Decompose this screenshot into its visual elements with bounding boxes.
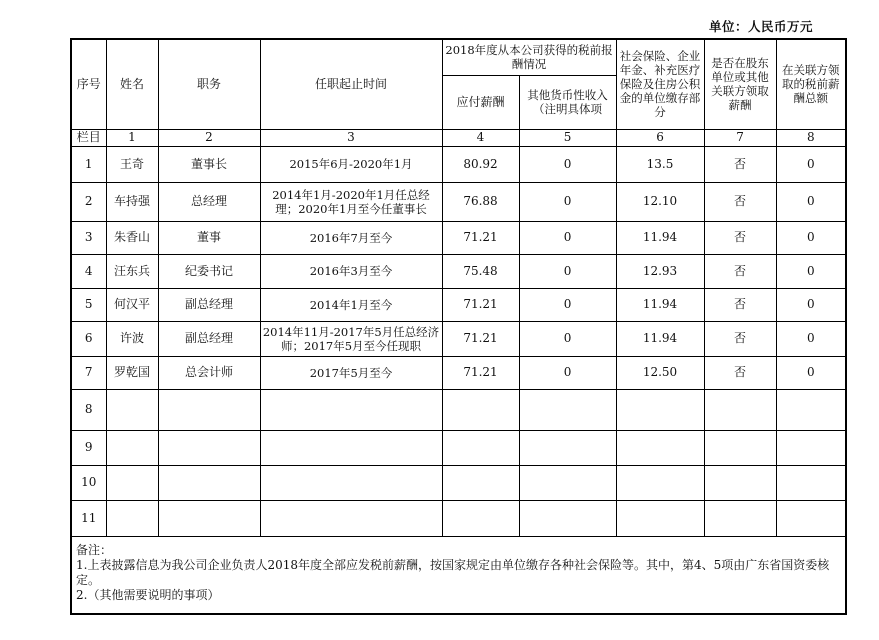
row-other-income: 0 [519, 146, 616, 182]
row-term [260, 465, 442, 500]
row-position: 总经理 [158, 182, 260, 221]
row-shareholder-pay [704, 389, 776, 430]
header-position: 职务 [158, 39, 260, 129]
notes-cell [71, 536, 846, 614]
row-other-income [519, 500, 616, 536]
row-term: 2016年3月至今 [260, 254, 442, 288]
row-position: 副总经理 [158, 288, 260, 321]
row-related-pay: 0 [776, 182, 846, 221]
row-related-pay: 0 [776, 254, 846, 288]
row-other-income: 0 [519, 356, 616, 389]
row-other-income [519, 430, 616, 465]
row-term: 2014年1月至今 [260, 288, 442, 321]
row-shareholder-pay: 否 [704, 288, 776, 321]
row-term: 2014年1月-2020年1月任总经理；2020年1月至今任董事长 [260, 182, 442, 221]
column-number: 6 [616, 129, 704, 146]
row-payable [442, 500, 519, 536]
row-name: 朱香山 [106, 221, 158, 254]
header-2018-group: 2018年度从本公司获得的税前报酬情况 [442, 39, 616, 75]
row-related-pay [776, 500, 846, 536]
row-related-pay [776, 389, 846, 430]
row-name: 车持强 [106, 182, 158, 221]
salary-table [70, 38, 847, 615]
header-social-insurance: 社会保险、企业年金、补充医疗保险及住房公积金的单位缴存部分 [616, 39, 704, 129]
column-row-label: 栏目 [71, 129, 106, 146]
row-position [158, 465, 260, 500]
row-social-insurance: 12.50 [616, 356, 704, 389]
row-payable: 71.21 [442, 288, 519, 321]
row-seq: 1 [71, 146, 106, 182]
column-number: 8 [776, 129, 846, 146]
column-number: 4 [442, 129, 519, 146]
row-social-insurance: 13.5 [616, 146, 704, 182]
column-number: 3 [260, 129, 442, 146]
notes-line-1: 1.上表披露信息为我公司企业负责人2018年度全部应发税前薪酬，按国家规定由单位缴存各种社会保险等。其中，第4、5项由广东省国资委核定。 [76, 557, 830, 587]
row-other-income [519, 389, 616, 430]
column-number: 7 [704, 129, 776, 146]
row-social-insurance: 11.94 [616, 221, 704, 254]
row-related-pay: 0 [776, 221, 846, 254]
row-payable [442, 430, 519, 465]
row-other-income: 0 [519, 254, 616, 288]
table-row [71, 321, 846, 356]
row-related-pay [776, 465, 846, 500]
row-seq: 7 [71, 356, 106, 389]
row-seq: 10 [71, 465, 106, 500]
row-shareholder-pay: 否 [704, 356, 776, 389]
row-social-insurance: 12.93 [616, 254, 704, 288]
table-row [71, 430, 846, 465]
notes-line-2: 2.（其他需要说明的事项） [76, 587, 220, 602]
row-shareholder-pay: 否 [704, 221, 776, 254]
row-name [106, 389, 158, 430]
table-row [71, 221, 846, 254]
row-related-pay: 0 [776, 288, 846, 321]
row-position: 纪委书记 [158, 254, 260, 288]
row-position: 董事 [158, 221, 260, 254]
row-shareholder-pay [704, 465, 776, 500]
row-position: 总会计师 [158, 356, 260, 389]
row-social-insurance [616, 389, 704, 430]
row-term [260, 389, 442, 430]
row-payable [442, 389, 519, 430]
row-term: 2015年6月-2020年1月 [260, 146, 442, 182]
row-shareholder-pay: 否 [704, 146, 776, 182]
row-seq: 3 [71, 221, 106, 254]
row-payable: 71.21 [442, 321, 519, 356]
row-social-insurance: 11.94 [616, 288, 704, 321]
row-payable [442, 465, 519, 500]
row-position: 董事长 [158, 146, 260, 182]
row-related-pay: 0 [776, 321, 846, 356]
row-shareholder-pay [704, 500, 776, 536]
row-term: 2016年7月至今 [260, 221, 442, 254]
row-term: 2014年11月-2017年5月任总经济师；2017年5月至今任现职 [260, 321, 442, 356]
row-name: 王奇 [106, 146, 158, 182]
header-payable: 应付薪酬 [442, 75, 519, 129]
column-number: 2 [158, 129, 260, 146]
row-social-insurance [616, 465, 704, 500]
row-name [106, 430, 158, 465]
row-other-income: 0 [519, 182, 616, 221]
row-other-income [519, 465, 616, 500]
row-payable: 71.21 [442, 356, 519, 389]
row-position [158, 430, 260, 465]
row-other-income: 0 [519, 221, 616, 254]
column-number: 1 [106, 129, 158, 146]
row-social-insurance [616, 500, 704, 536]
header-seq: 序号 [71, 39, 106, 129]
row-payable: 80.92 [442, 146, 519, 182]
row-shareholder-pay: 否 [704, 182, 776, 221]
table-row [71, 182, 846, 221]
row-shareholder-pay: 否 [704, 254, 776, 288]
row-position [158, 500, 260, 536]
header-name: 姓名 [106, 39, 158, 129]
row-seq: 11 [71, 500, 106, 536]
unit-label: 单位：人民币万元 [709, 19, 814, 34]
header-term: 任职起止时间 [260, 39, 442, 129]
table-row [71, 146, 846, 182]
row-name [106, 500, 158, 536]
row-payable: 76.88 [442, 182, 519, 221]
table-row [71, 288, 846, 321]
table-row [71, 465, 846, 500]
row-other-income: 0 [519, 321, 616, 356]
row-name: 罗乾国 [106, 356, 158, 389]
row-seq: 9 [71, 430, 106, 465]
row-name: 何汉平 [106, 288, 158, 321]
row-term [260, 430, 442, 465]
row-social-insurance: 11.94 [616, 321, 704, 356]
row-seq: 2 [71, 182, 106, 221]
row-payable: 75.48 [442, 254, 519, 288]
row-name [106, 465, 158, 500]
row-seq: 4 [71, 254, 106, 288]
row-related-pay [776, 430, 846, 465]
row-social-insurance: 12.10 [616, 182, 704, 221]
row-shareholder-pay [704, 430, 776, 465]
row-payable: 71.21 [442, 221, 519, 254]
row-term [260, 500, 442, 536]
row-shareholder-pay: 否 [704, 321, 776, 356]
row-related-pay: 0 [776, 356, 846, 389]
header-related-party: 在关联方领取的税前薪酬总额 [776, 39, 846, 129]
row-term: 2017年5月至今 [260, 356, 442, 389]
row-position [158, 389, 260, 430]
row-related-pay: 0 [776, 146, 846, 182]
table-row [71, 254, 846, 288]
row-social-insurance [616, 430, 704, 465]
column-number-row [71, 129, 846, 146]
header-other-currency: 其他货币性收入（注明具体项 [519, 75, 616, 129]
table-row [71, 389, 846, 430]
table-row [71, 500, 846, 536]
row-seq: 8 [71, 389, 106, 430]
row-name: 许波 [106, 321, 158, 356]
row-seq: 6 [71, 321, 106, 356]
notes-title: 备注： [76, 542, 113, 557]
table-row [71, 356, 846, 389]
row-other-income: 0 [519, 288, 616, 321]
row-seq: 5 [71, 288, 106, 321]
header-shareholder: 是否在股东单位或其他关联方领取薪酬 [704, 39, 776, 129]
row-name: 汪东兵 [106, 254, 158, 288]
row-position: 副总经理 [158, 321, 260, 356]
column-number: 5 [519, 129, 616, 146]
